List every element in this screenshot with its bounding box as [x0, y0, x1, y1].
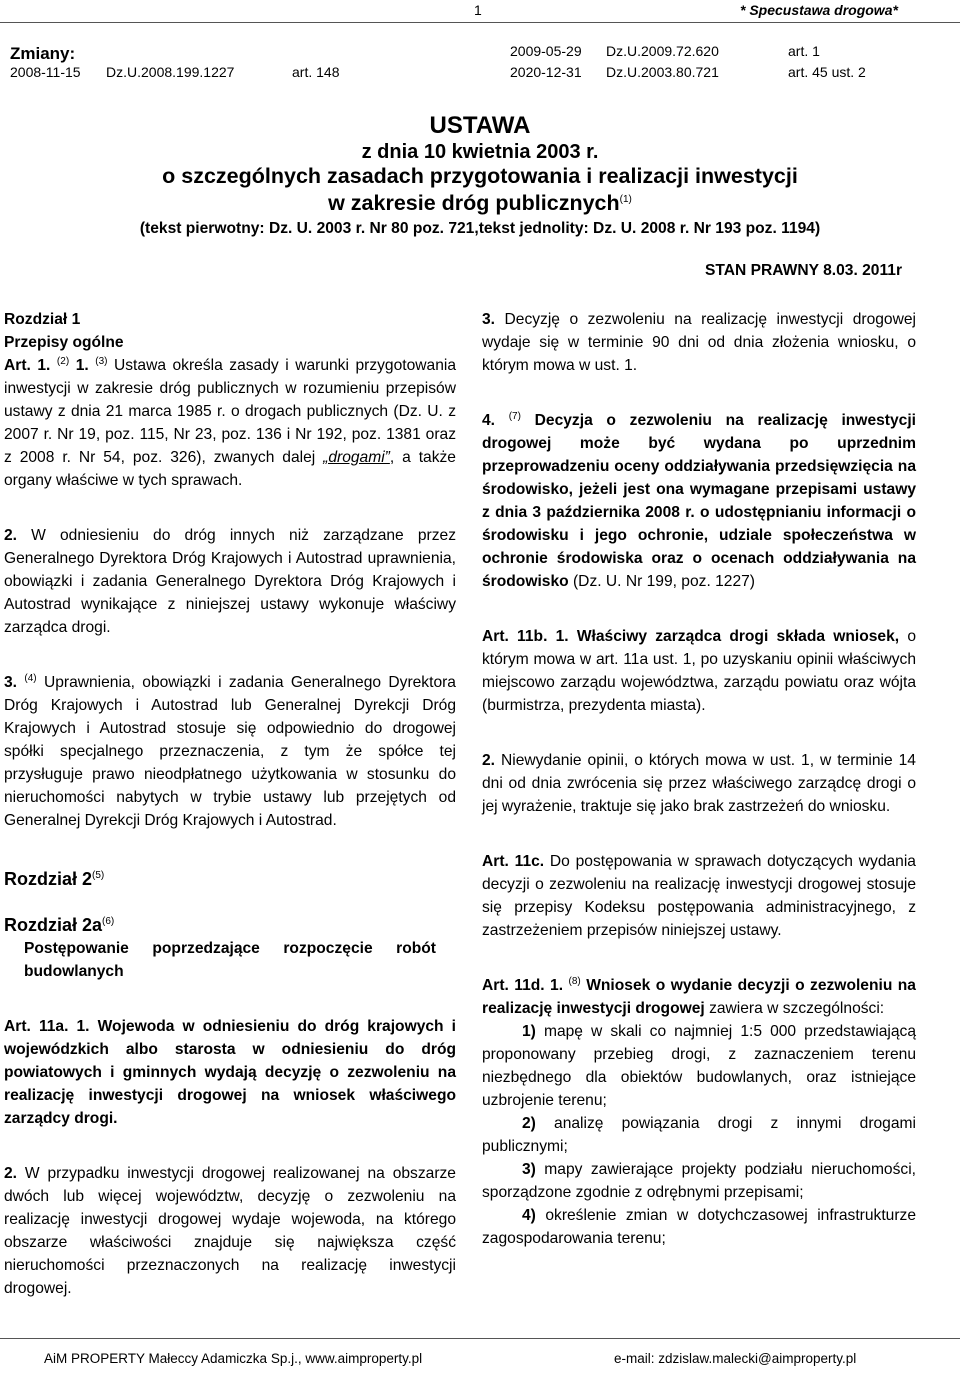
- footer-email: e-mail: zdzislaw.malecki@aimproperty.pl: [614, 1351, 857, 1366]
- change-right-source-1: Dz.U.2009.72.620: [606, 43, 719, 59]
- article11a-para1: Art. 11a. 1. Wojewoda w odniesieniu do dróg krajowych i wojewódzkich albo starosta w odniesieniu do dróg powiatowych i gminnych wydają decyzję o zezwoleniu na realizację inwestycji drogowej na wniosek właściwego zarządcy drogi.: [4, 1018, 456, 1127]
- changes-label: Zmiany:: [10, 44, 76, 63]
- article11a-para4: 4. $^{(7)}$ Decyzja o zezwoleniu na realizację inwestycji drogowej może być wydana po uprzednim przeprowadzeniu oceny oddziaływania przedsięwzięcia na środowisko, jeżeli jest ona wymagane przepisami ustawy z dnia 3 października 2008 r. o udostępnianiu informacji o środowisku i jego ochronie, udziale społeczeństwa w ochronie środowiska oraz o ocenach oddziaływania na środowisko (Dz. U. Nr 199, poz. 1227): [482, 410, 916, 590]
- chapter1-title: Rozdział 1: [4, 311, 81, 328]
- act-title-line1: o szczególnych zasadach przygotowania i realizacji inwestycji: [162, 164, 798, 188]
- article11b-para1: Art. 11b. 1. Właściwy zarządca drogi składa wniosek, o którym mowa w art. 11a ust. 1, po uzyskaniu opinii właściwych miejscowo zarządu województwa, zarządu powiatu oraz wójta (burmistrza, prezydenta miasta).: [482, 628, 916, 714]
- change-right-date-1: 2009-05-29: [510, 43, 582, 59]
- change-right-source-2: Dz.U.2003.80.721: [606, 64, 719, 80]
- article1-para2: 2. W odniesieniu do dróg innych niż zarządzane przez Generalnego Dyrektora Dróg Krajowych i Autostrad uprawnienia, obowiązki i zadania Generalnego Dyrektora Dróg Krajowych i Autostrad wynikające z niniejszej ustawy wykonuje właściwy zarządca drogi.: [4, 527, 456, 636]
- header-divider: [0, 22, 960, 23]
- chapter2-title: Rozdział 2$^{(5)}$: [4, 869, 105, 889]
- footer-divider: [0, 1338, 960, 1339]
- change-left-article: art. 148: [292, 64, 340, 80]
- chapter2a-title: Rozdział $2a^{(6)}$: [4, 915, 115, 935]
- left-column: [4, 308, 456, 1300]
- act-title-line2: w zakresie dróg publicznych$^{(1)}$: [328, 191, 632, 215]
- footer-company: AiM PROPERTY Małeccy Adamiczka Sp.j., www.aimproperty.pl: [44, 1351, 423, 1366]
- change-left-date: 2008-11-15: [10, 64, 81, 80]
- article11d-item2: 2) analizę powiązania drogi z innymi drogami publicznymi;: [482, 1115, 916, 1155]
- change-right-date-2: 2020-12-31: [510, 64, 582, 80]
- change-right-article-2: art. 45 ust. 2: [788, 64, 866, 80]
- article11a-para3: 3. Decyzję o zezwoleniu na realizację inwestycji drogowej wydaje się w terminie 90 dni od dnia złożenia wniosku, o którym mowa w ust. 1.: [482, 311, 916, 374]
- chapter2a-name: Postępowanie poprzedzające rozpoczęcie robót budowlanych: [24, 940, 436, 980]
- article11d-item3: 3) mapy zawierające projekty podziału nieruchomości, sporządzone zgodnie z odrębnymi przepisami;: [482, 1161, 916, 1201]
- article11d-item4: 4) określenie zmian w dotychczasowej infrastrukturze zagospodarowania terenu;: [482, 1207, 916, 1247]
- article11d-para1: Art. 11d. 1. $^{(8)}$ Wniosek o wydanie decyzji o zezwoleniu na realizację inwestycji drogowej zawiera w szczególności:: [482, 975, 916, 1017]
- page-number: 1: [474, 2, 482, 18]
- chapter1-name: Przepisy ogólne: [4, 334, 124, 351]
- document-banner: * Specustawa drogowa*: [740, 2, 898, 18]
- article11d-item1: 1) mapę w skali co najmniej 1:5 000 przedstawiającą proponowany przebieg drogi, z zaznaczeniem terenu niezbędnego dla obiektów budowlanych, oraz istniejące uzbrojenie terenu;: [482, 1023, 916, 1109]
- article11c: Art. 11c. Do postępowania w sprawach dotyczących wydania decyzji o zezwoleniu na realizację inwestycji drogowej stosuje się przepisy Kodeksu postępowania administracyjnego, z zastrzeżeniem przepisów niniejszej ustawy.: [482, 853, 916, 939]
- article1-para3: 3. $^{(4)}$ Uprawnienia, obowiązki i zadania Generalnego Dyrektora Dróg Krajowych i Autostrad lub Generalnej Dyrekcji Dróg Krajowych i Autostrad stosuje się odpowiednio do drogowej spółki specjalnego przeznaczenia, z tym że spółce tej przysługuje prawo nieodpłatnego użytkowania w stosunku do nieruchomości nabytych w trybie ustawy lub przejętych od Generalnej Dyrekcji Dróg Krajowych i Autostrad.: [4, 672, 456, 829]
- act-type: USTAWA: [429, 112, 531, 139]
- article11b-para2: 2. Niewydanie opinii, o których mowa w ust. 1, w terminie 14 dni od dnia zwrócenia się przez właściwego zarządcę drogi o jej wyrażenie, traktuje się jako brak zastrzeżeń do wniosku.: [482, 752, 916, 815]
- right-column: [482, 308, 916, 1250]
- article1-para1: Art. 1. $^{(2)}$ 1. $^{(3)}$ Ustawa określa zasady i warunki przygotowania inwestycji w zakresie dróg publicznych w rozumieniu przepisów ustawy z dnia 21 marca 1985 r. o drogach publicznych (Dz. U. z 2007 r. Nr 19, poz. 115, Nr 23, poz. 136 i Nr 192, poz. 1381 oraz z 2008 r. Nr 54, poz. 326), zwanych dalej „drogami”, a także organy właściwe w tych sprawach.: [4, 355, 457, 489]
- act-sources: (tekst pierwotny: Dz. U. 2003 r. Nr 80 poz. 721,tekst jednolity: Dz. U. 2008 r. Nr 193 poz. 1194): [139, 220, 821, 237]
- change-right-article-1: art. 1: [788, 43, 820, 59]
- change-left-source: Dz.U.2008.199.1227: [106, 64, 235, 80]
- act-date: z dnia 10 kwietnia 2003 r.: [361, 141, 599, 163]
- legal-status: STAN PRAWNY 8.03. 2011r: [705, 262, 903, 279]
- article11a-para2: 2. W przypadku inwestycji drogowej realizowanej na obszarze dwóch lub więcej województw, decyzję o zezwoleniu na realizację inwestycji drogowej wydaje wojewoda, na którego obszarze właściwości znajduje się największa część nieruchomości przeznaczonych na realizację inwestycji drogowej.: [4, 1165, 456, 1297]
